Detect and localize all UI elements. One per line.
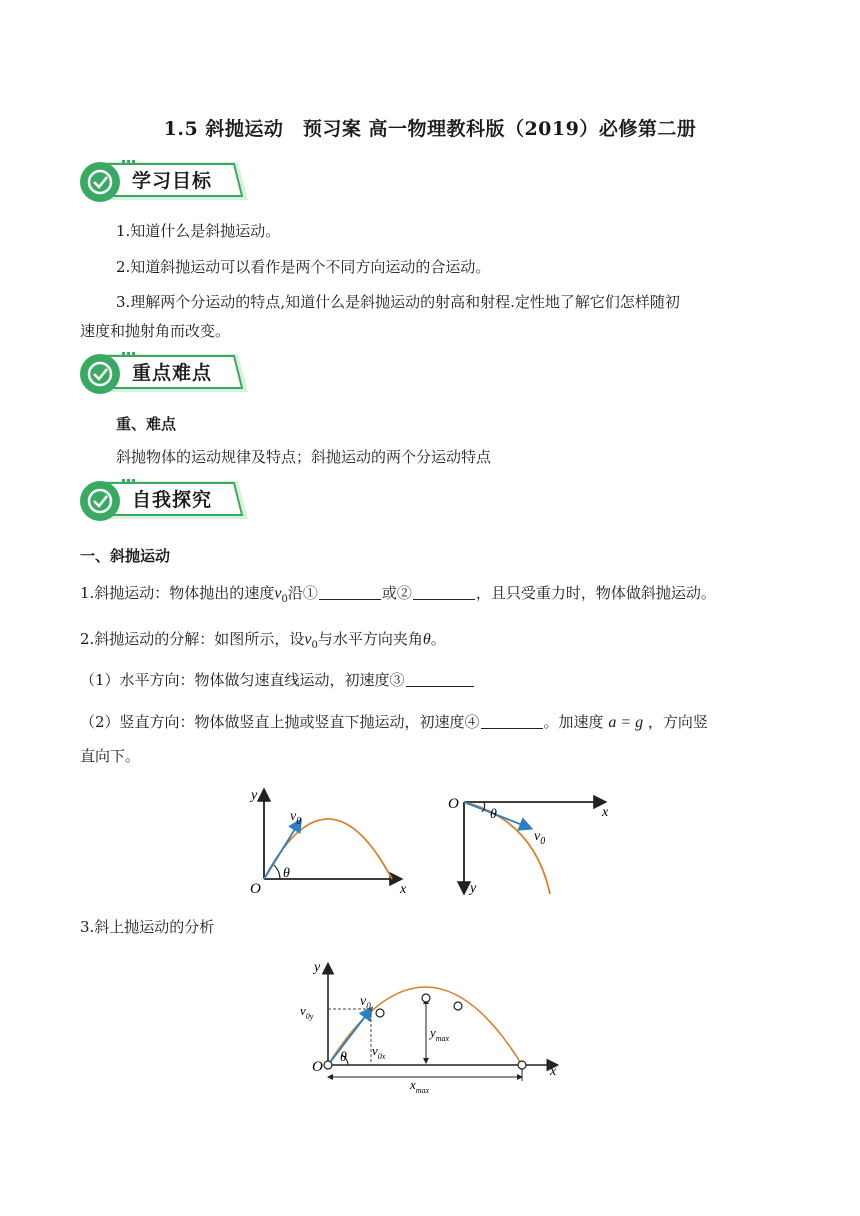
v0-label: $v_0$ <box>360 994 371 1011</box>
origin-label: O <box>312 1059 323 1075</box>
velocity-arrow <box>264 821 300 879</box>
v0y-label: $v_{0y}$ <box>300 1003 314 1021</box>
angle-label: θ <box>340 1050 347 1065</box>
axis-label-x: x <box>550 1064 557 1079</box>
angle-label: θ <box>490 807 497 822</box>
figure-analysis <box>296 955 566 1095</box>
axis-label-y: y <box>470 881 477 896</box>
blank-3 <box>406 672 474 687</box>
axis-label-x: x <box>602 805 609 820</box>
section-heading-goals: 学习目标 <box>132 170 213 192</box>
axis-label-x: x <box>400 882 407 897</box>
analysis-heading: 3.斜上抛运动的分析 <box>80 918 215 936</box>
blank-4 <box>481 714 543 729</box>
section-badge-key-points <box>78 348 248 396</box>
velocity-arrow <box>328 1009 371 1065</box>
goal-item-2: 2.知道斜抛运动可以看作是两个不同方向运动的合运动。 <box>116 258 491 276</box>
goal-item-3-cont: 速度和抛射角而改变。 <box>80 322 231 340</box>
page-title: 1.5 斜抛运动 预习案 高一物理教科版（2019）必修第二册 <box>163 118 697 140</box>
key-points-subheading: 重、难点 <box>116 415 177 433</box>
decomposition-line: 2.斜抛运动的分解：如图所示，设$v_0$与水平方向夹角θ。 <box>80 630 446 651</box>
vertical-line: （2）竖直方向：物体做竖直上抛或竖直下抛运动，初速度④ 。加速度 a = g ，方向竖 <box>80 713 708 731</box>
axis-label-y: y <box>251 788 258 803</box>
goal-item-1: 1.知道什么是斜抛运动。 <box>116 222 281 240</box>
section-heading-explore: 自我探究 <box>132 489 213 511</box>
angle-label: θ <box>283 866 290 881</box>
blank-1 <box>319 585 381 600</box>
trajectory-curve <box>464 802 550 894</box>
figure-upward-throw <box>240 785 420 897</box>
ymax-label: $y_{max}$ <box>430 1025 450 1043</box>
vertical-line-cont: 直向下。 <box>80 747 141 765</box>
origin-label: O <box>448 796 459 812</box>
v0x-label: $v_{0x}$ <box>372 1043 386 1061</box>
definition-line: 1.斜抛运动：物体抛出的速度$v_0$沿① 或② ，且只受重力时，物体做斜抛运动。 <box>80 584 716 605</box>
figure-downward-throw <box>444 790 624 898</box>
velocity-arrow <box>464 802 530 828</box>
axis-label-y: y <box>314 960 321 975</box>
v0-label: $v_0$ <box>534 829 546 847</box>
part-title: 一、斜抛运动 <box>80 547 171 565</box>
blank-2 <box>413 585 475 600</box>
v0-label: $v_0$ <box>290 809 302 827</box>
section-badge-goals <box>78 156 248 204</box>
key-points-text: 斜抛物体的运动规律及特点；斜抛运动的两个分运动特点 <box>116 448 492 466</box>
section-heading-key-points: 重点难点 <box>132 362 213 384</box>
xmax-label: $x_{max}$ <box>410 1077 430 1095</box>
origin-label: O <box>250 881 261 897</box>
section-badge-explore <box>78 475 248 523</box>
goal-item-3: 3.理解两个分运动的特点,知道什么是斜抛运动的射高和射程.定性地了解它们怎样随初 <box>116 293 680 311</box>
horizontal-line: （1）水平方向：物体做匀速直线运动，初速度③ <box>80 669 475 690</box>
